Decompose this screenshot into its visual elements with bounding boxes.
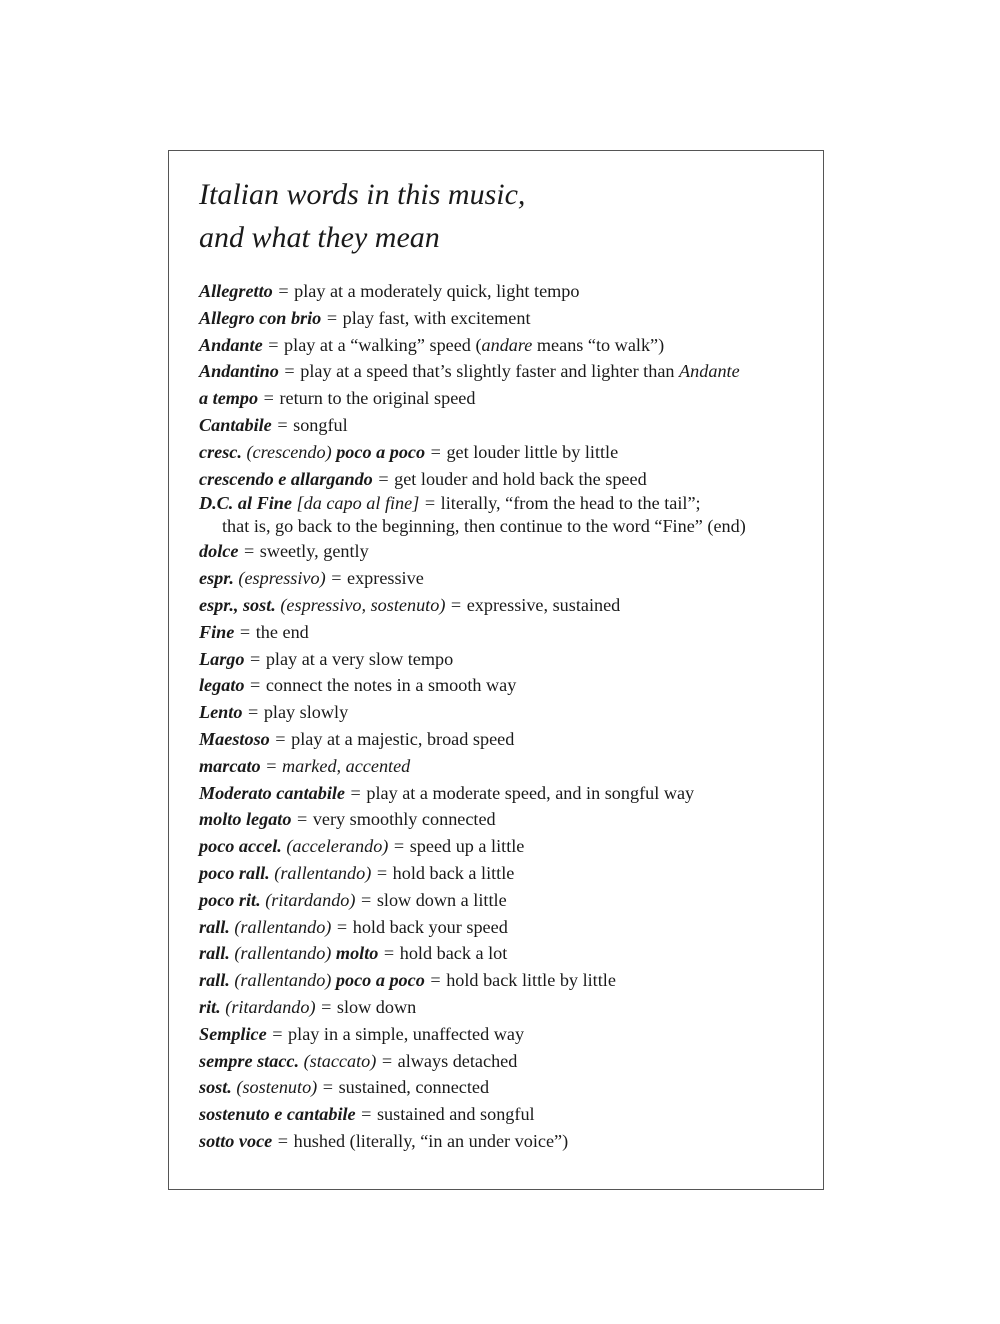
equals-sign: = [259, 388, 279, 409]
definition-text: play at a moderate speed, and in songful way [366, 782, 695, 803]
glossary-entry [199, 914, 819, 941]
definition-text: hold back a lot [399, 943, 508, 964]
glossary-panel [168, 150, 824, 1190]
definition-text: get louder and hold back the speed [394, 468, 647, 489]
equals-sign: = [425, 970, 446, 991]
italian-gloss: [da capo al fine] [291, 493, 420, 514]
glossary-entry [199, 385, 819, 412]
glossary-entry [199, 358, 819, 385]
definition-text: means “to walk”) [532, 334, 665, 355]
italian-term: cresc. [199, 441, 242, 462]
italian-gloss: (ritardando) [260, 889, 356, 910]
definition-text: return to the original speed [279, 388, 476, 409]
glossary-entry [199, 538, 819, 565]
definition-text: speed up a little [409, 836, 525, 857]
equals-sign: = [332, 916, 352, 937]
italian-term: espr., sost. [199, 594, 276, 615]
italian-term: Largo [199, 648, 245, 669]
italian-gloss: (ritardando) [220, 996, 316, 1017]
glossary-entry [199, 806, 819, 833]
equals-sign: = [316, 996, 336, 1017]
definition-text: play fast, with excitement [342, 307, 531, 328]
italian-term: Fine [199, 621, 235, 642]
glossary-entry [199, 1048, 819, 1075]
equals-sign: = [426, 441, 446, 462]
definition-text: sustained, connected [338, 1077, 490, 1098]
equals-sign: = [346, 782, 366, 803]
glossary-entry [199, 753, 819, 780]
definition-text: always detached [397, 1050, 518, 1071]
definition-text: get louder little by little [446, 441, 619, 462]
equals-sign: = [267, 1023, 288, 1044]
equals-sign: = [420, 493, 440, 514]
glossary-entry [199, 278, 819, 305]
italian-term: Moderato cantabile [199, 782, 345, 803]
equals-sign: = [273, 1130, 293, 1151]
glossary-entry [199, 492, 819, 538]
glossary-entry [199, 332, 819, 359]
definition-text: very smoothly connected [312, 809, 496, 830]
italian-term: molto legato [199, 809, 292, 830]
definition-text: hold back little by little [446, 970, 616, 991]
italian-gloss: (staccato) [299, 1050, 377, 1071]
definition-text: slow down [336, 996, 417, 1017]
glossary-entry [199, 1074, 819, 1101]
equals-sign: = [235, 621, 255, 642]
italian-term: espr. [199, 568, 234, 589]
glossary-entry [199, 439, 819, 466]
glossary-entry [199, 1101, 819, 1128]
italian-gloss: (rallentando) [269, 862, 372, 883]
definition-text: the end [255, 621, 309, 642]
italian-gloss: (accelerando) [281, 836, 389, 857]
italian-term: D.C. al Fine [199, 493, 292, 514]
equals-sign: = [356, 1104, 376, 1125]
glossary-entry [199, 994, 819, 1021]
glossary-list [199, 278, 819, 1155]
italian-term: sotto voce [199, 1130, 273, 1151]
page-title [199, 173, 525, 259]
italian-term: poco a poco [336, 441, 426, 462]
glossary-entry [199, 565, 819, 592]
italian-term: Andante [199, 334, 263, 355]
definition-text: play at a majestic, broad speed [291, 728, 515, 749]
definition-text: play at a moderately quick, light tempo [294, 281, 580, 301]
definition-text: slow down a little [376, 889, 507, 910]
italian-gloss: andare [481, 334, 533, 355]
title-line-1: Italian words in this music, [199, 178, 526, 211]
definition-text: connect the notes in a smooth way [265, 675, 517, 696]
definition-text: sweetly, gently [259, 541, 369, 562]
equals-sign: = [243, 702, 263, 723]
equals-sign: = [239, 541, 259, 562]
equals-sign: = [245, 648, 265, 669]
equals-sign: = [318, 1077, 338, 1098]
equals-sign: = [379, 943, 399, 964]
italian-gloss: marked, accented [282, 755, 411, 776]
definition-text: play slowly [263, 702, 349, 723]
definition-text: songful [293, 414, 348, 435]
definition-text: play at a very slow tempo [265, 648, 454, 669]
equals-sign: = [322, 307, 342, 328]
italian-term: sostenuto e cantabile [199, 1104, 356, 1125]
equals-sign: = [326, 568, 346, 589]
equals-sign: = [389, 836, 409, 857]
italian-gloss: (rallentando) [229, 943, 336, 964]
glossary-entry [199, 699, 819, 726]
italian-term: sempre stacc. [199, 1050, 300, 1071]
italian-gloss: (espressivo, sostenuto) [275, 594, 446, 615]
italian-term: Maestoso [199, 728, 270, 749]
italian-gloss: (espressivo) [233, 568, 326, 589]
italian-term: poco a poco [335, 970, 425, 991]
glossary-entry [199, 646, 819, 673]
italian-gloss: (rallentando) [229, 916, 332, 937]
italian-term: Andantino [199, 361, 279, 382]
equals-sign: = [372, 862, 392, 883]
glossary-entry [199, 780, 819, 807]
glossary-entry [199, 967, 819, 994]
italian-term: a tempo [199, 388, 259, 409]
equals-sign: = [263, 334, 284, 355]
italian-term: rall. [199, 916, 230, 937]
equals-sign: = [292, 809, 312, 830]
italian-term: sost. [199, 1077, 232, 1098]
italian-gloss: (sostenuto) [231, 1077, 318, 1098]
italian-term: Semplice [199, 1023, 267, 1044]
glossary-entry [199, 940, 819, 967]
definition-text: expressive, sustained [466, 594, 621, 615]
glossary-entry [199, 466, 819, 493]
glossary-entry [199, 1021, 819, 1048]
equals-sign: = [279, 361, 300, 382]
equals-sign: = [356, 889, 376, 910]
definition-text: hushed (literally, “in an under voice”) [293, 1130, 569, 1151]
equals-sign: = [245, 675, 265, 696]
equals-sign: = [273, 281, 294, 301]
italian-term: poco rall. [199, 862, 270, 883]
glossary-entry [199, 1128, 819, 1155]
italian-term: legato [199, 675, 245, 696]
equals-sign: = [272, 414, 293, 435]
equals-sign: = [373, 468, 394, 489]
definition-continuation: that is, go back to the beginning, then continue to the word “Fine” (end) [222, 516, 746, 537]
glossary-entry [199, 726, 819, 753]
definition-text: play at a “walking” speed ( [284, 334, 482, 355]
definition-text: expressive [347, 568, 424, 589]
glossary-entry [199, 860, 819, 887]
italian-term: Allegretto [199, 281, 273, 301]
italian-term: rit. [199, 996, 221, 1017]
title-line-2: and what they mean [199, 221, 440, 254]
italian-term: dolce [199, 541, 239, 562]
equals-sign: = [261, 755, 281, 776]
glossary-entry [199, 833, 819, 860]
definition-text: hold back a little [392, 862, 515, 883]
glossary-entry [199, 672, 819, 699]
definition-text: hold back your speed [352, 916, 508, 937]
italian-term: Lento [199, 702, 243, 723]
equals-sign: = [377, 1050, 397, 1071]
definition-text: sustained and songful [376, 1104, 535, 1125]
glossary-entry [199, 619, 819, 646]
italian-term: crescendo e allargando [199, 468, 373, 489]
equals-sign: = [270, 728, 291, 749]
italian-term: molto [335, 943, 379, 964]
italian-gloss: (crescendo) [241, 441, 337, 462]
italian-term: poco rit. [199, 889, 261, 910]
glossary-entry [199, 412, 819, 439]
italian-gloss: (rallentando) [229, 970, 336, 991]
definition-text: play at a speed that’s slightly faster and lighter than [300, 361, 680, 382]
definition-text: literally, “from the head to the tail”; [440, 493, 701, 514]
italian-gloss: Andante [679, 361, 740, 382]
italian-term: marcato [199, 755, 261, 776]
italian-term: Allegro con brio [199, 307, 322, 328]
definition-text: play in a simple, unaffected way [288, 1023, 525, 1044]
italian-term: poco accel. [199, 836, 282, 857]
italian-term: Cantabile [199, 414, 272, 435]
italian-term: rall. [199, 943, 230, 964]
italian-term: rall. [199, 970, 230, 991]
glossary-entry [199, 592, 819, 619]
glossary-entry [199, 887, 819, 914]
equals-sign: = [446, 594, 466, 615]
glossary-entry [199, 305, 819, 332]
